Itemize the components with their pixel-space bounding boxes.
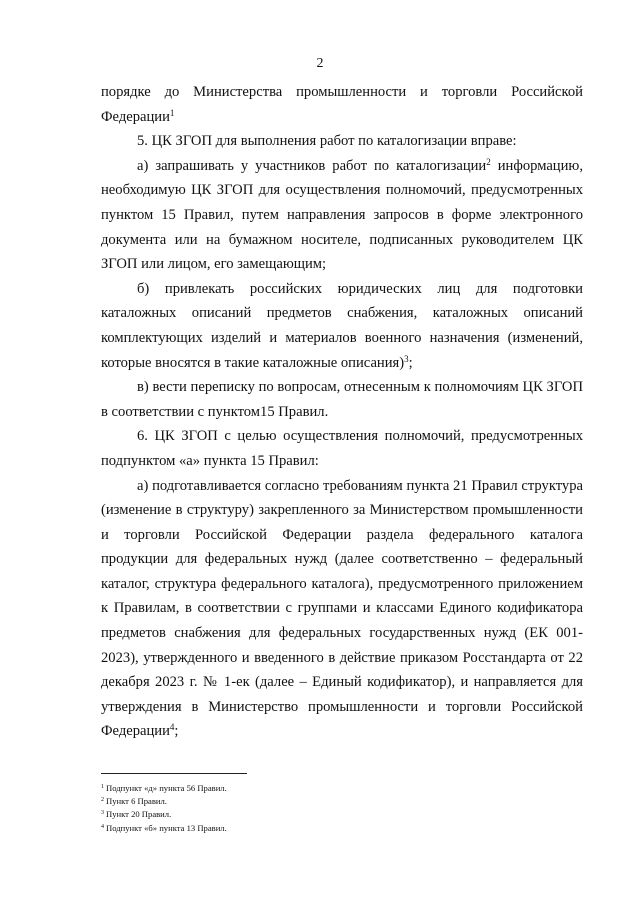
footnote-separator [101, 773, 247, 774]
paragraph-text: 5. ЦК ЗГОП для выполнения работ по каталогизации вправе: [137, 133, 517, 150]
footnote [101, 782, 583, 795]
paragraph-text: порядке до Министерства промышленности и торговли Российской Федерации [101, 84, 583, 125]
paragraph-text: а) запрашивать у участников работ по каталогизации [137, 157, 487, 174]
body-text [101, 80, 583, 744]
paragraph-5a [101, 154, 583, 277]
paragraph-5 [101, 129, 583, 154]
paragraph-text: ; [408, 354, 413, 371]
page-number: 2 [316, 56, 324, 71]
footnote-text: Подпункт «д» пункта 56 Правил. [106, 783, 227, 793]
paragraph-continuation [101, 80, 583, 129]
footnote-ref: 4 [169, 722, 175, 733]
paragraph-text: б) привлекать российских юридических лиц для подготовки каталожных описаний предметов снабжения, каталожных описаний комплектующих изделий и материалов военного назначения (изменений, которые вносятся в такие каталожные описания) [101, 280, 583, 371]
paragraph-text: а) подготавливается согласно требованиям пункта 21 Правил структура (изменение в структуру) закрепленного за Министерством промышленности и торговли Российской Федерации раздела федерального каталога продукции для федеральных нужд (далее соответственно – федеральный каталог, структура федерального каталога), предусмотренного приложением к Правилам, в соответствии с группами и классами Единого кодификатора предметов снабжения для федеральных государственных нужд (ЕК 001-2023), утвержденного и введенного в действие приказом Росстандарта от 22 декабря 2023 г. № 1-ек (далее – Единый кодификатор), и направляется для утверждения в Министерство промышленности и торговли Российской Федерации [101, 477, 583, 740]
footnote-number: 3 [101, 810, 104, 817]
footnote-text: Подпункт «б» пункта 13 Правил. [106, 822, 227, 833]
footnote-text: Пункт 6 Правил. [106, 796, 167, 807]
paragraph-text: ; [174, 723, 179, 740]
footnote-number: 1 [101, 784, 104, 790]
footnote-ref: 3 [404, 353, 409, 364]
footnote [101, 795, 583, 808]
paragraph-text: 6. ЦК ЗГОП с целью осуществления полномочий, предусмотренных подпунктом «а» пункта 15 Правил: [101, 428, 583, 469]
paragraph-5b [101, 277, 583, 375]
footnotes [101, 782, 583, 835]
footnote-number: 4 [101, 823, 104, 830]
paragraph-text: в) вести переписку по вопросам, отнесенным к полномочиям ЦК ЗГОП в соответствии с пунктом15 Правил. [101, 379, 583, 420]
paragraph-6a [101, 474, 583, 745]
footnote [101, 808, 583, 821]
footnote-ref: 2 [486, 156, 491, 167]
paragraph-6 [101, 424, 583, 473]
paragraph-5v [101, 375, 583, 424]
paragraph-text: информацию, необходимую ЦК ЗГОП для осуществления полномочий, предусмотренных пунктом 15 Правил, путем направления запросов в форме электронного документа или на бумажном носителе, подписанных руководителем ЦК ЗГОП или лицом, его замещающим; [101, 157, 583, 273]
footnote-ref: 1 [169, 107, 175, 118]
footnote-number: 2 [101, 797, 104, 804]
footnote-text: Пункт 20 Правил. [106, 809, 172, 820]
footnote [101, 822, 583, 835]
